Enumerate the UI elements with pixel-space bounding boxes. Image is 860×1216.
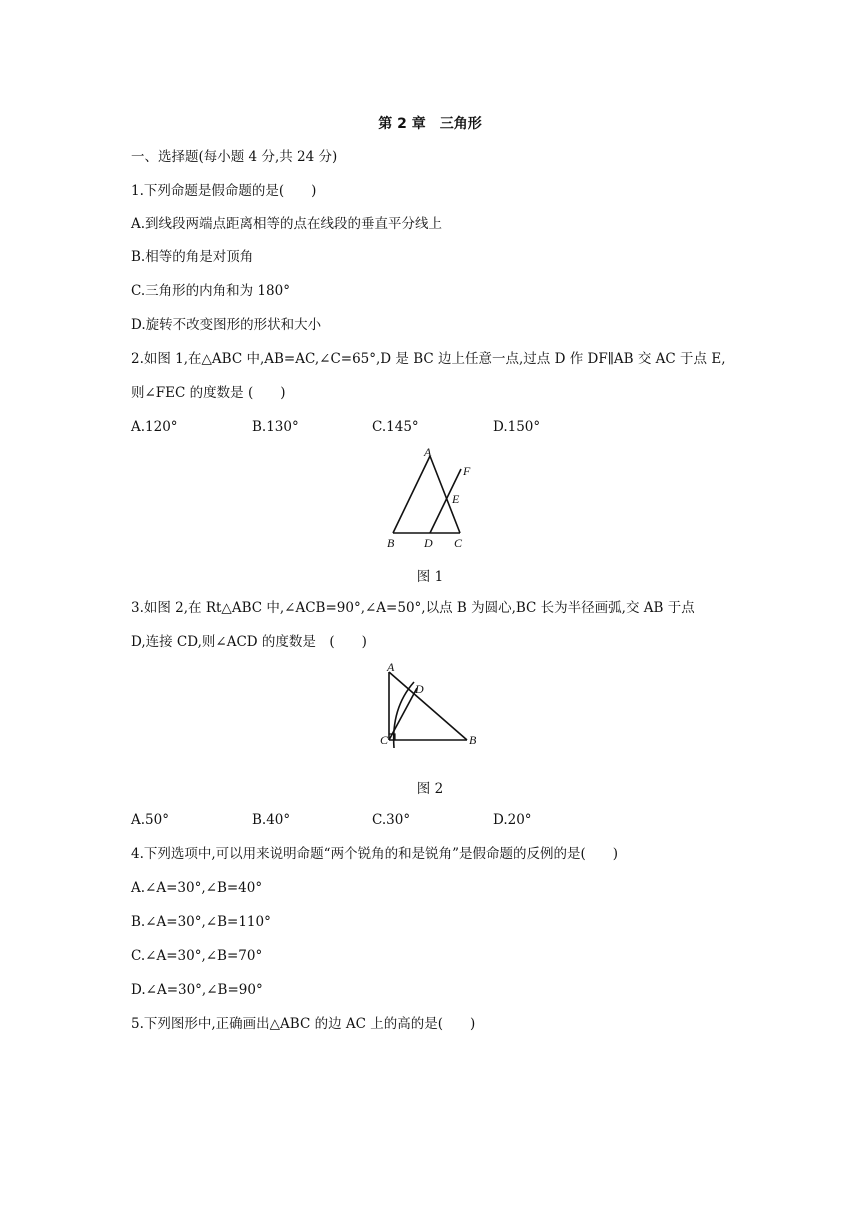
question-5-stem: 5.下列图形中,正确画出△ABC 的边 AC 上的高的是( ): [131, 1016, 476, 1032]
question-1-stem: 1.下列命题是假命题的是( ): [131, 183, 317, 199]
fig2-label-d: D: [415, 682, 424, 696]
question-4-option-c: C.∠A=30°,∠B=70°: [131, 948, 263, 964]
figure-1-caption: 图 1: [416, 569, 444, 585]
question-2-stem-line1: 2.如图 1,在△ABC 中,AB=AC,∠C=65°,D 是 BC 边上任意一点,过点 D 作 DF∥AB 交 AC 于点 E,: [131, 351, 726, 367]
page-title: 第 2 章 三角形: [378, 116, 482, 132]
fig1-label-e: E: [452, 492, 460, 506]
fig2-label-a: A: [387, 660, 395, 674]
question-4-option-d: D.∠A=30°,∠B=90°: [131, 982, 263, 998]
question-2-option-c: C.145°: [372, 419, 419, 435]
question-4-option-a: A.∠A=30°,∠B=40°: [131, 880, 263, 896]
figure-2: [374, 660, 484, 752]
fig1-label-b: B: [387, 536, 395, 550]
fig2-label-c: C: [380, 733, 389, 747]
question-1-option-d: D.旋转不改变图形的形状和大小: [131, 317, 322, 333]
section-heading: 一、选择题(每小题 4 分,共 24 分): [131, 149, 338, 165]
figure-1: [380, 444, 490, 554]
question-3-stem-line2: D,连接 CD,则∠ACD 的度数是 ( ): [131, 634, 367, 650]
fig1-label-a: A: [424, 445, 432, 459]
fig1-label-c: C: [454, 536, 463, 550]
question-1-option-a: A.到线段两端点距离相等的点在线段的垂直平分线上: [131, 216, 443, 232]
figure-2-caption: 图 2: [416, 781, 444, 797]
question-4-stem: 4.下列选项中,可以用来说明命题“两个锐角的和是锐角”是假命题的反例的是( ): [131, 846, 619, 862]
fig1-label-f: F: [463, 464, 471, 478]
question-2-option-d: D.150°: [493, 419, 541, 435]
question-2-option-a: A.120°: [131, 419, 178, 435]
question-3-option-c: C.30°: [372, 812, 411, 828]
question-1-option-c: C.三角形的内角和为 180°: [131, 283, 290, 299]
question-3-option-b: B.40°: [252, 812, 291, 828]
question-3-option-d: D.20°: [493, 812, 532, 828]
question-3-option-a: A.50°: [131, 812, 169, 828]
question-4-option-b: B.∠A=30°,∠B=110°: [131, 914, 271, 930]
question-3-stem-line1: 3.如图 2,在 Rt△ABC 中,∠ACB=90°,∠A=50°,以点 B 为圆心,BC 长为半径画弧,交 AB 于点: [131, 600, 695, 616]
fig1-label-d: D: [424, 536, 433, 550]
question-2-option-b: B.130°: [252, 419, 299, 435]
question-1-option-b: B.相等的角是对顶角: [131, 249, 254, 265]
fig2-label-b: B: [469, 733, 477, 747]
question-2-stem-line2: 则∠FEC 的度数是 ( ): [131, 385, 286, 401]
